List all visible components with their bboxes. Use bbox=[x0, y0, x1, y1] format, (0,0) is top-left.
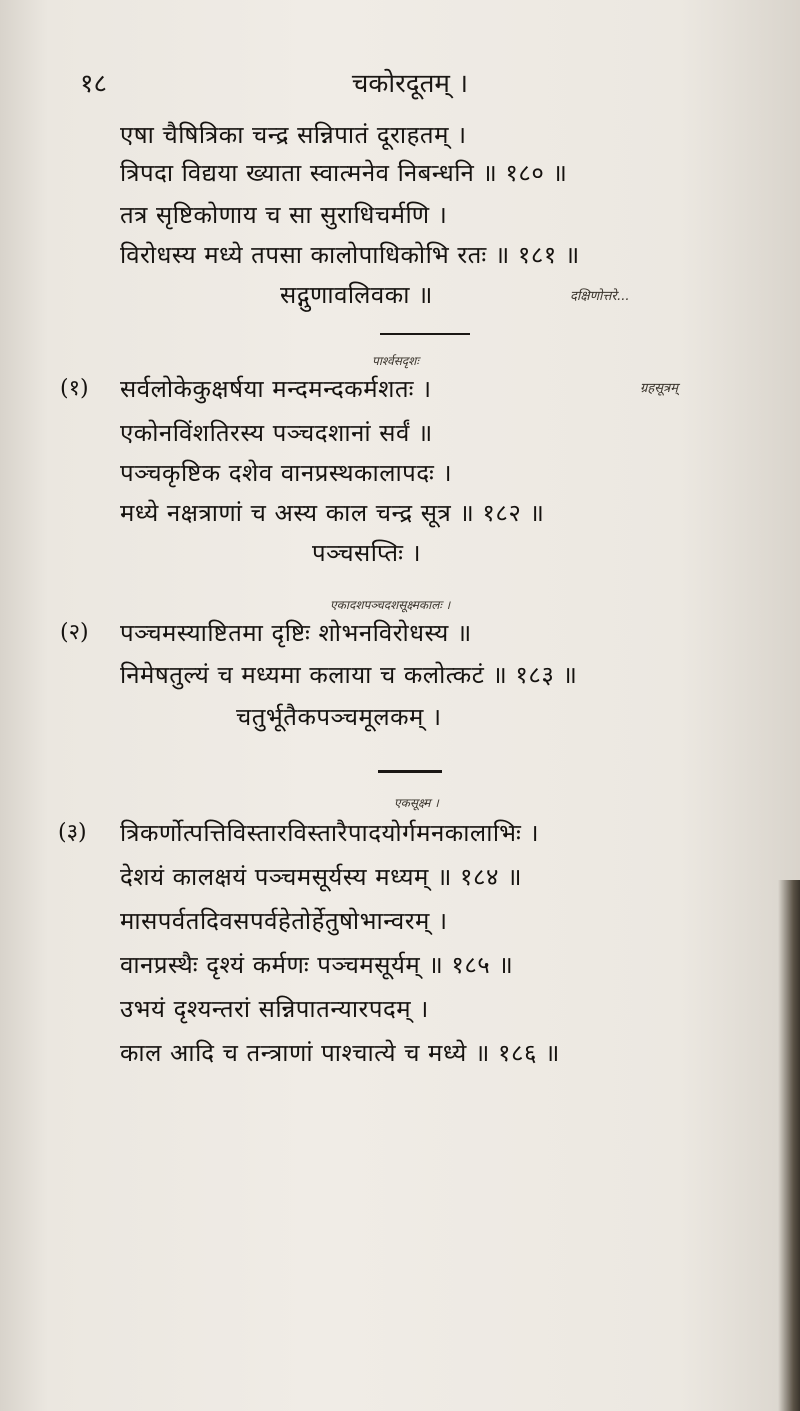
divider-rule bbox=[380, 333, 470, 335]
section-label: (३) bbox=[58, 820, 87, 845]
verse-line: एषा चैषित्रिका चन्द्र सन्निपातं दूराहतम् । bbox=[120, 121, 467, 149]
page-edge-shadow bbox=[778, 880, 800, 1411]
interlinear-gloss: एकसूक्ष्म । bbox=[394, 796, 439, 810]
verse-line: पञ्चसप्तिः । bbox=[312, 539, 422, 567]
verse-line: निमेषतुल्यं च मध्यमा कलाया च कलोत्कटं ॥ १८३ ॥ bbox=[120, 661, 578, 689]
interlinear-gloss: एकादशपञ्चदशसूक्ष्मकालः । bbox=[330, 598, 451, 612]
verse-line: देशयं कालक्षयं पञ्चमसूर्यस्य मध्यम् ॥ १८४ ॥ bbox=[120, 863, 522, 891]
verse-line: मासपर्वतदिवसपर्वहेतोर्हेतुषोभान्वरम् । bbox=[120, 907, 448, 935]
verse-line: त्रिपदा विद्यया ख्याता स्वात्मनेव निबन्धनि ॥ १८० ॥ bbox=[120, 159, 568, 187]
verse-line: वानप्रस्थैः दृश्यं कर्मणः पञ्चमसूर्यम् ॥ १८५ ॥ bbox=[120, 951, 514, 979]
verse-line: सर्वलोकेकुक्षर्षया मन्दमन्दकर्मशतः । bbox=[120, 375, 432, 403]
verse-line: एकोनविंशतिरस्य पञ्चदशानां सर्वं ॥ bbox=[120, 419, 433, 447]
verse-line: पञ्चमस्याष्टितमा दृष्टिः शोभनविरोधस्य ॥ bbox=[120, 619, 472, 647]
verse-line: मध्ये नक्षत्राणां च अस्य काल चन्द्र सूत्र ॥ १८२ ॥ bbox=[120, 499, 545, 527]
interlinear-gloss: पार्श्वसदृशः bbox=[372, 354, 419, 368]
verse-line: पञ्चकृष्टिक दशेव वानप्रस्थकालापदः । bbox=[120, 459, 453, 487]
margin-note: ग्रहसूत्रम् bbox=[640, 381, 678, 396]
verse-line: चतुर्भूतैकपञ्चमूलकम् । bbox=[236, 703, 442, 731]
running-title: चकोरदूतम् । bbox=[351, 69, 469, 99]
verse-line: तत्र सृष्टिकोणाय च सा सुराधिचर्मणि । bbox=[120, 201, 448, 229]
divider-rule bbox=[378, 770, 442, 773]
verse-line: सद्गुणावलिवका ॥ bbox=[280, 281, 433, 309]
page-number: १८ bbox=[80, 69, 108, 99]
verse-line: त्रिकर्णोत्पत्तिविस्तारविस्तारैपादयोर्गमनकालाभिः । bbox=[120, 819, 540, 847]
verse-line: उभयं दृश्यन्तरां सन्निपातन्यारपदम् । bbox=[120, 995, 429, 1023]
verse-line: काल आदि च तन्त्राणां पाश्चात्ये च मध्ये ॥ १८६ ॥ bbox=[120, 1039, 560, 1067]
verse-line: विरोधस्य मध्ये तपसा कालोपाधिकोभि रतः ॥ १८१ ॥ bbox=[120, 241, 580, 269]
margin-note: दक्षिणोत्तरे... bbox=[570, 289, 630, 304]
section-label: (२) bbox=[60, 620, 89, 645]
section-label: (१) bbox=[60, 376, 89, 401]
